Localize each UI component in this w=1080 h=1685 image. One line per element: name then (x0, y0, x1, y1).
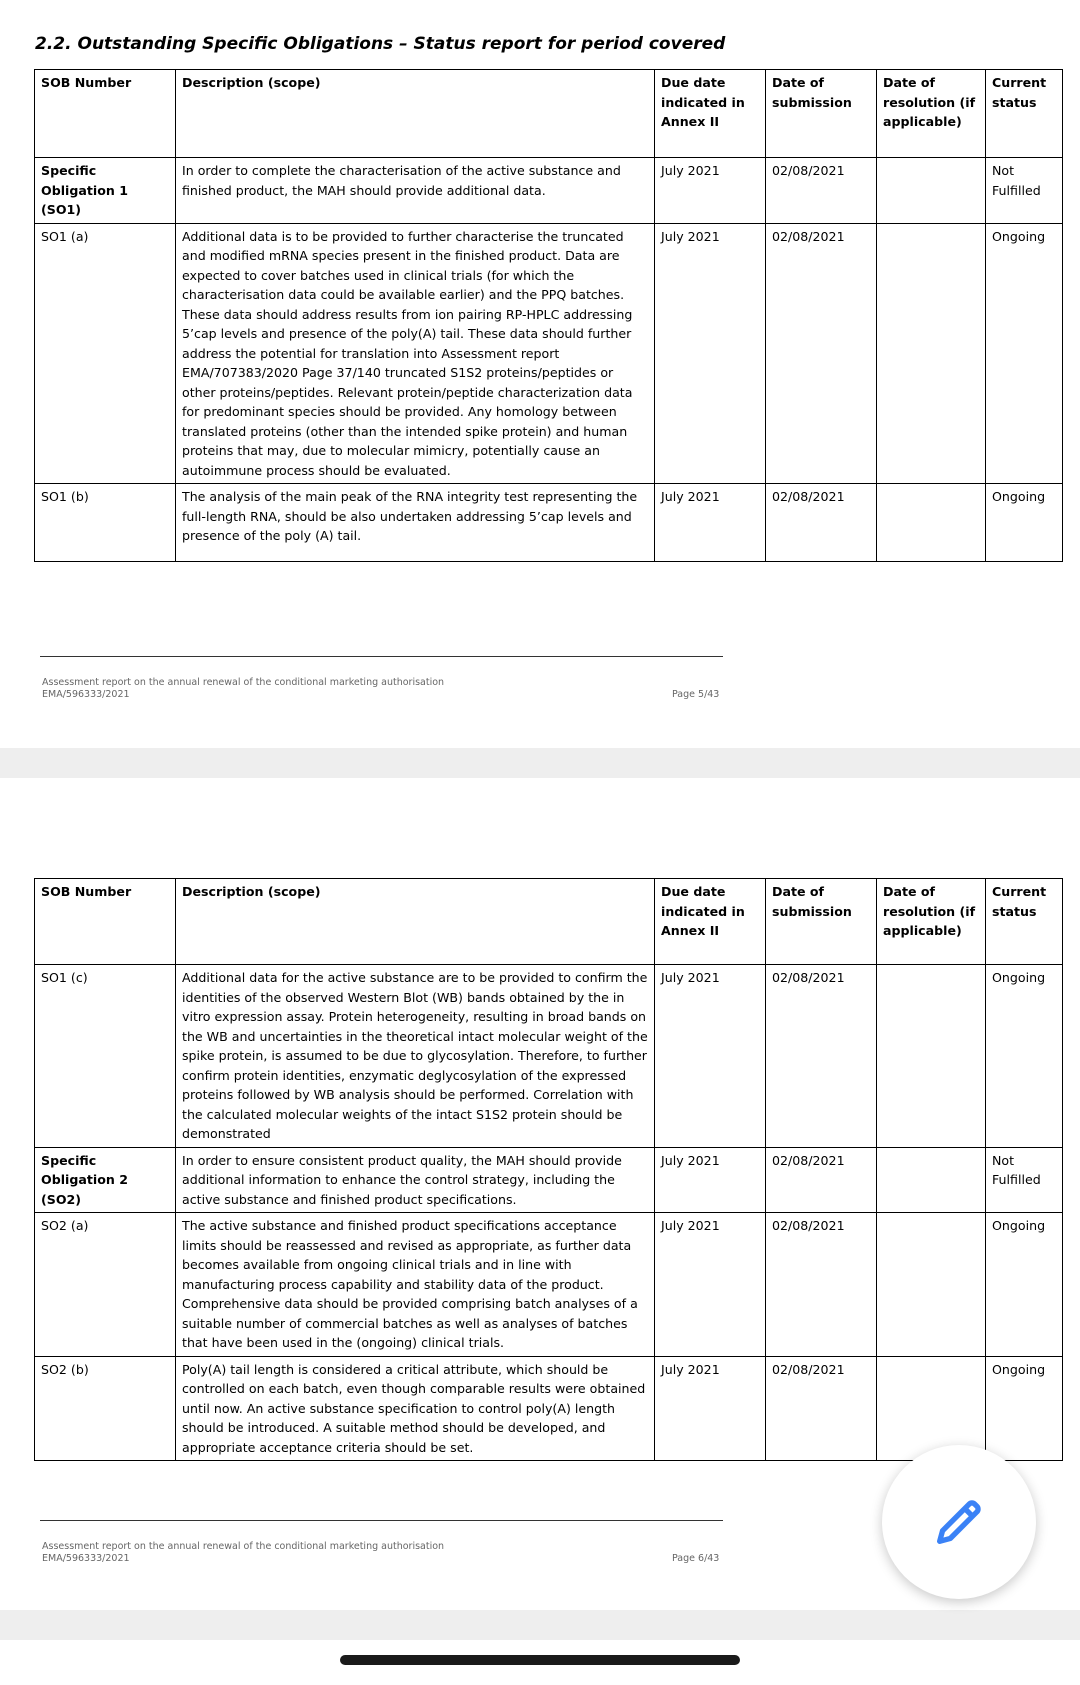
document-page-1 (0, 0, 1080, 748)
due-date-cell: July 2021 (655, 223, 766, 484)
header-submission-date: Date of submission (766, 70, 877, 158)
status-cell: Ongoing (986, 223, 1063, 484)
table-row (35, 1213, 1063, 1357)
page-number: Page 5/43 (672, 689, 720, 700)
submission-date-cell: 02/08/2021 (766, 223, 877, 484)
description-cell: In order to ensure consistent product quality, the MAH should provide additional information to enhance the control strategy, including the active substance and finished product specifications. (176, 1147, 655, 1213)
sob-number-cell: SO1 (b) (35, 484, 176, 562)
due-date-cell: July 2021 (655, 1213, 766, 1357)
header-current-status: Current status (986, 879, 1063, 965)
pencil-edit-icon (930, 1493, 988, 1551)
description-cell: Additional data is to be provided to further characterise the truncated and modified mRNA species present in the finished product. Data are expected to cover batches used in clinical trials (for which the characterisation data could be available earlier) and the PPQ batches. These data should address results from ion pairing RP-HPLC addressing 5’cap levels and presence of the poly(A) tail. These data should further address the potential for translation into Assessment report EMA/707383/2020 Page 37/140 truncated S1S2 proteins/peptides or other proteins/peptides. Relevant protein/peptide characterization data for predominant species should be provided. Any homology between translated proteins (other than the intended spike protein) and human proteins that may, due to molecular mimicry, potentially cause an autoimmune process should be evaluated. (176, 223, 655, 484)
table-row (35, 1356, 1063, 1461)
page-footer (42, 1541, 444, 1565)
edit-button[interactable] (882, 1445, 1036, 1599)
resolution-date-cell (877, 1147, 986, 1213)
resolution-date-cell (877, 965, 986, 1148)
table-row (35, 158, 1063, 224)
sob-number-cell: SO1 (c) (35, 965, 176, 1148)
header-resolution-date: Date of resolution (if applicable) (877, 879, 986, 965)
table-row (35, 223, 1063, 484)
footer-divider (40, 1520, 723, 1521)
status-cell: Not Fulfilled (986, 1147, 1063, 1213)
due-date-cell: July 2021 (655, 158, 766, 224)
resolution-date-cell (877, 223, 986, 484)
header-submission-date: Date of submission (766, 879, 877, 965)
header-description: Description (scope) (176, 70, 655, 158)
footer-doc-id: EMA/596333/2021 (42, 1553, 130, 1564)
table-header-row (35, 879, 1063, 965)
description-cell: Additional data for the active substance are to be provided to confirm the identities of the observed Western Blot (WB) bands obtained by the in vitro expression assay. Protein heterogeneity, resulting in broad bands on the WB and uncertainties in the theoretical intact molecular weight of the spike protein, is assumed to be due to glycosylation. Therefore, to further confirm protein identities, enzymatic deglycosylation of the expressed proteins followed by WB analysis should be performed. Correlation with the calculated molecular weights of the intact S1S2 protein should be demonstrated (176, 965, 655, 1148)
due-date-cell: July 2021 (655, 965, 766, 1148)
status-cell: Ongoing (986, 1356, 1063, 1461)
footer-report-title: Assessment report on the annual renewal of the conditional marketing authorisation (42, 1541, 445, 1552)
sob-number-cell: Specific Obligation 2 (SO2) (35, 1147, 176, 1213)
description-cell: In order to complete the characterisation of the active substance and finished product, the MAH should provide additional data. (176, 158, 655, 224)
submission-date-cell: 02/08/2021 (766, 965, 877, 1148)
table-row (35, 484, 1063, 562)
submission-date-cell: 02/08/2021 (766, 158, 877, 224)
sob-number-cell: SO2 (a) (35, 1213, 176, 1357)
page-number: Page 6/43 (672, 1553, 720, 1564)
due-date-cell: July 2021 (655, 1356, 766, 1461)
specific-obligations-table (34, 69, 1063, 562)
page-separator (0, 748, 1080, 778)
header-resolution-date: Date of resolution (if applicable) (877, 70, 986, 158)
footer-doc-id: EMA/596333/2021 (42, 689, 130, 700)
header-sob-number: SOB Number (35, 70, 176, 158)
status-cell: Ongoing (986, 1213, 1063, 1357)
specific-obligations-table (34, 878, 1063, 1461)
page-separator (0, 1610, 1080, 1640)
section-title: 2.2. Outstanding Specific Obligations – Status report for period covered (35, 34, 726, 54)
sob-number-cell: SO1 (a) (35, 223, 176, 484)
resolution-date-cell (877, 158, 986, 224)
description-cell: Poly(A) tail length is considered a critical attribute, which should be controlled on each batch, even though comparable results were obtained until now. An active substance specification to control poly(A) length should be introduced. A suitable method should be developed, and appropriate acceptance criteria should be set. (176, 1356, 655, 1461)
due-date-cell: July 2021 (655, 484, 766, 562)
table-row (35, 965, 1063, 1148)
status-cell: Not Fulfilled (986, 158, 1063, 224)
header-due-date: Due date indicated in Annex II (655, 879, 766, 965)
status-cell: Ongoing (986, 965, 1063, 1148)
submission-date-cell: 02/08/2021 (766, 484, 877, 562)
status-cell: Ongoing (986, 484, 1063, 562)
sob-number-cell: Specific Obligation 1 (SO1) (35, 158, 176, 224)
submission-date-cell: 02/08/2021 (766, 1213, 877, 1357)
table-header-row (35, 70, 1063, 158)
header-sob-number: SOB Number (35, 879, 176, 965)
submission-date-cell: 02/08/2021 (766, 1356, 877, 1461)
due-date-cell: July 2021 (655, 1147, 766, 1213)
page-footer (42, 677, 444, 701)
footer-divider (40, 656, 723, 657)
submission-date-cell: 02/08/2021 (766, 1147, 877, 1213)
header-current-status: Current status (986, 70, 1063, 158)
home-indicator[interactable] (340, 1655, 740, 1665)
header-due-date: Due date indicated in Annex II (655, 70, 766, 158)
resolution-date-cell (877, 484, 986, 562)
resolution-date-cell (877, 1213, 986, 1357)
description-cell: The active substance and finished product specifications acceptance limits should be reassessed and revised as appropriate, as further data becomes available from ongoing clinical trials and in line with manufacturing process capability and stability data of the product. Comprehensive data should be provided comprising batch analyses of a suitable number of commercial batches as well as analyses of batches that have been used in the (ongoing) clinical trials. (176, 1213, 655, 1357)
table-row (35, 1147, 1063, 1213)
sob-number-cell: SO2 (b) (35, 1356, 176, 1461)
header-description: Description (scope) (176, 879, 655, 965)
description-cell: The analysis of the main peak of the RNA integrity test representing the full-length RNA, should be also undertaken addressing 5’cap levels and presence of the poly (A) tail. (176, 484, 655, 562)
footer-report-title: Assessment report on the annual renewal of the conditional marketing authorisation (42, 677, 445, 688)
